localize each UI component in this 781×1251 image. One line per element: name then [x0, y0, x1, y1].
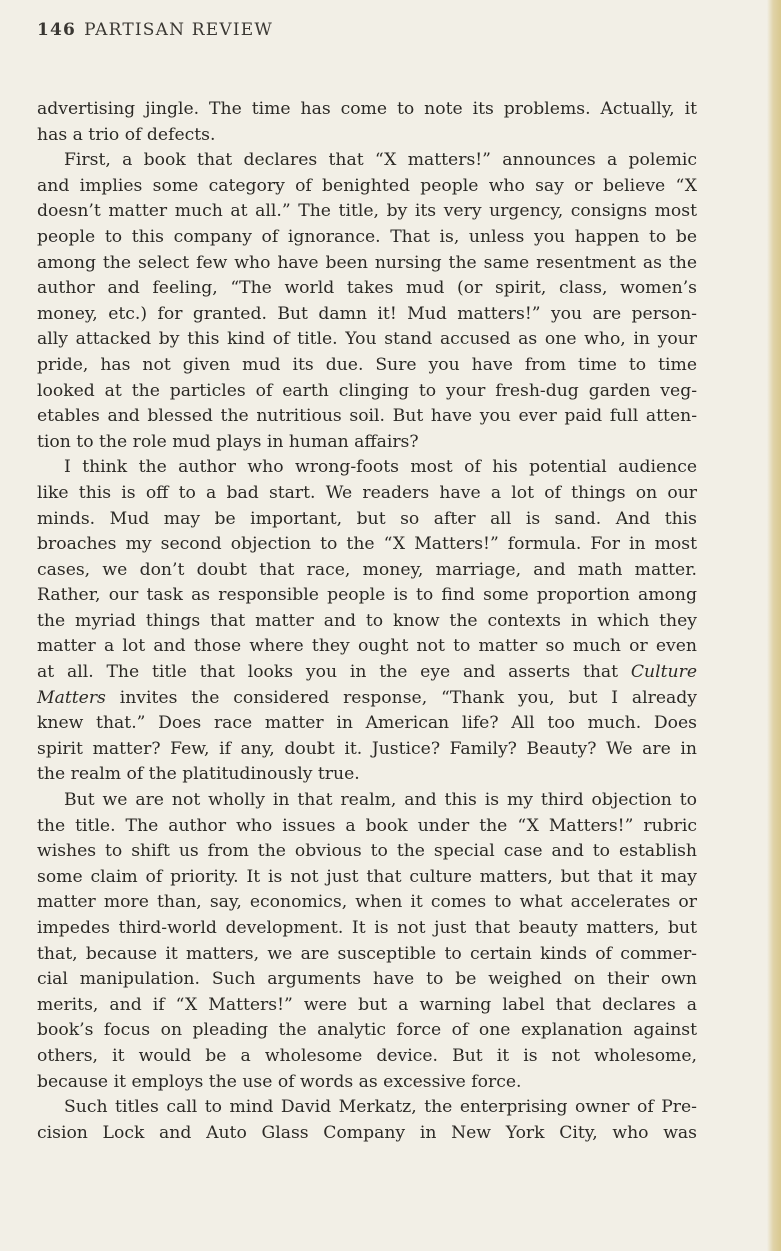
- text-line: tion to the role mud plays in human affairs?: [37, 431, 419, 452]
- text-line: minds. Mud may be important, but so after all is sand. And this: [37, 508, 697, 529]
- text-line: impedes third-world development. It is not just that beauty matters, but: [37, 918, 697, 938]
- text-line: that, because it matters, we are susceptible to certain kinds of commer-: [37, 943, 697, 964]
- text-line: But we are not wholly in that realm, and this is my third objection to: [64, 790, 697, 811]
- text-line: knew that.” Does race matter in American life? All too much. Does: [37, 713, 697, 734]
- text-line: wishes to shift us from the obvious to the special case and to establish: [37, 841, 697, 862]
- text-line: advertising jingle. The time has come to note its problems. Actually, it: [37, 99, 697, 119]
- text-line: Rather, our task as responsible people is to find some proportion among: [37, 585, 697, 606]
- text-line: among the select few who have been nursing the same resentment as the: [37, 252, 697, 273]
- text-line: First, a book that declares that “X matters!” announces a polemic: [64, 150, 697, 171]
- text-line: ally attacked by this kind of title. You stand accused as one who, in your: [37, 329, 697, 350]
- text-line: broaches my second objection to the “X Matters!” formula. For in most: [37, 534, 697, 555]
- text-line: matter a lot and those where they ought not to matter so much or even: [37, 636, 697, 657]
- text-line: cases, we don’t doubt that race, money, marriage, and math matter.: [37, 559, 697, 580]
- text-line: because it employs the use of words as excessive force.: [37, 1071, 522, 1092]
- text-line: like this is off to a bad start. We readers have a lot of things on our: [37, 482, 697, 503]
- text-line: cial manipulation. Such arguments have to be weighed on their own: [37, 969, 697, 990]
- journal-title: PARTISAN REVIEW: [84, 20, 274, 40]
- text-line: book’s focus on pleading the analytic force of one explanation against: [37, 1020, 697, 1041]
- text-line: and implies some category of benighted people who say or believe “X: [37, 175, 697, 196]
- text-line: people to this company of ignorance. That is, unless you happen to be: [37, 226, 697, 247]
- page-edge-shadow: [767, 0, 781, 1251]
- text-line: the realm of the platitudinously true.: [37, 764, 360, 785]
- text-line: the title. The author who issues a book under the “X Matters!” rubric: [37, 815, 697, 836]
- text-line: looked at the particles of earth clinging to your fresh-dug garden veg-: [37, 380, 697, 401]
- text-line: some claim of priority. It is not just that culture matters, but that it may: [37, 866, 697, 887]
- text-line: money, etc.) for granted. But damn it! Mud matters!” you are person-: [37, 303, 697, 324]
- text-line: Such titles call to mind David Merkatz, the enterprising owner of Pre-: [64, 1097, 697, 1118]
- text-line: Matters invites the considered response, “Thank you, but I already: [37, 687, 697, 708]
- running-head: [37, 20, 273, 40]
- text-line: has a trio of defects.: [37, 124, 216, 145]
- text-line: etables and blessed the nutritious soil. But have you ever paid full atten-: [37, 406, 697, 427]
- article-body: [37, 97, 697, 1146]
- text-line: I think the author who wrong-foots most of his potential audience: [64, 457, 697, 478]
- text-line: the myriad things that matter and to know the contexts in which they: [37, 610, 697, 631]
- page-number: 146: [37, 20, 77, 40]
- text-line: at all. The title that looks you in the eye and asserts that Culture: [37, 662, 697, 683]
- text-line: cision Lock and Auto Glass Company in New York City, who was: [37, 1122, 697, 1143]
- text-line: others, it would be a wholesome device. But it is not wholesome,: [37, 1045, 697, 1066]
- text-line: merits, and if “X Matters!” were but a warning label that declares a: [37, 994, 697, 1015]
- text-line: spirit matter? Few, if any, doubt it. Justice? Family? Beauty? We are in: [37, 738, 697, 759]
- text-line: matter more than, say, economics, when it comes to what accelerates or: [37, 892, 697, 913]
- text-line: pride, has not given mud its due. Sure you have from time to time: [37, 354, 697, 375]
- text-line: author and feeling, “The world takes mud (or spirit, class, women’s: [37, 278, 697, 299]
- text-line: doesn’t matter much at all.” The title, by its very urgency, consigns most: [37, 201, 697, 222]
